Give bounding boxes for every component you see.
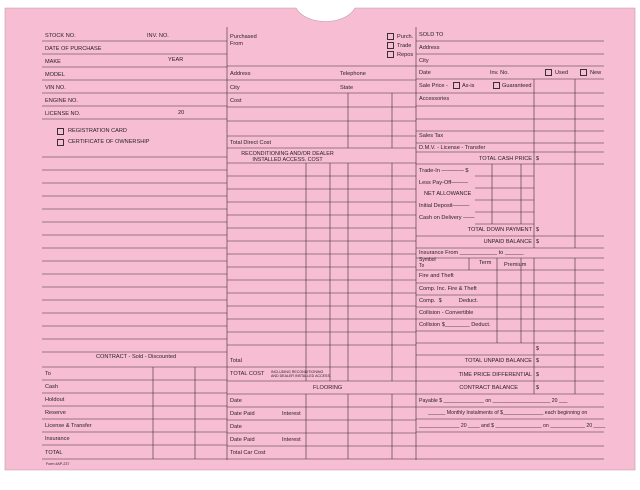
initial-deposit-label: Initial Deposit——— — [419, 203, 470, 209]
sale-inv-no-label: Inv. No. — [490, 70, 509, 76]
form-number: Form #AP-237 — [46, 462, 70, 466]
insurance-from-label: Insurance From ____________ to ______ — [419, 250, 524, 256]
dmv-label: D.M.V. - License - Transfer — [419, 145, 486, 151]
cost-label: Cost — [230, 98, 242, 104]
total-cost-label: TOTAL COST — [230, 371, 265, 377]
less-payoff-label: Less Pay-Off——— — [419, 180, 469, 186]
comp-deduct-label: Comp. $ Deduct. — [419, 298, 479, 304]
premium-header: Premium — [504, 262, 527, 268]
fire-theft-label: Fire and Theft — [419, 273, 454, 279]
stock-no-label: STOCK NO. — [45, 33, 76, 39]
purch-checkbox[interactable] — [387, 33, 394, 40]
flooring-heading: FLOORING — [313, 385, 343, 391]
flooring-row-interest: Interest — [282, 411, 301, 417]
license-no-label: LICENSE NO. — [45, 111, 81, 117]
flooring-row-interest-2: Interest — [282, 437, 301, 443]
collision-convertible-label: Collision - Convertible — [419, 310, 474, 316]
purchased-from-label: Purchased From — [230, 34, 257, 47]
year-label: YEAR — [168, 57, 184, 63]
registration-card-label: REGISTRATION CARD — [68, 128, 127, 134]
monthly-installments-line: ______ Monthly Instalments of $______________ each beginning on — [428, 410, 588, 416]
certificate-checkbox[interactable] — [57, 139, 64, 146]
total-cost-note: INCLUDING RECONDITIONING AND DEALER INSTALLED ACCESS. — [271, 370, 331, 378]
guaranteed-checkbox[interactable] — [493, 82, 500, 89]
new-checkbox[interactable] — [580, 69, 587, 76]
contract-balance-label: CONTRACT BALANCE — [459, 385, 518, 391]
total-label: Total — [230, 358, 242, 364]
repos-checkbox[interactable] — [387, 51, 394, 58]
seller-city-label: City — [230, 85, 240, 91]
certificate-label: CERTIFICATE OF OWNERSHIP — [68, 139, 150, 145]
as-is-checkbox[interactable] — [453, 82, 460, 89]
used-label: Used — [555, 70, 569, 76]
term-header: Term — [479, 260, 492, 266]
trade-label: Trade — [397, 43, 412, 49]
contract-row-insurance: Insurance — [45, 436, 70, 442]
flooring-row-date-2: Date — [230, 424, 242, 430]
total-unpaid-dollar: $ — [536, 358, 540, 364]
repos-label: Repos — [397, 52, 414, 58]
registration-card-checkbox[interactable] — [57, 128, 64, 135]
telephone-label: Telephone — [340, 71, 366, 77]
payable-line: Payable $ ______________ on ____________________ 20 ___ — [419, 398, 568, 404]
contract-row-cash: Cash — [45, 384, 59, 390]
guaranteed-label: Guaranteed — [502, 83, 532, 89]
license-year-prefix: 20 — [178, 110, 185, 116]
contract-row-to: To — [45, 371, 51, 377]
purch-label: Purch. — [397, 34, 414, 40]
model-label: MODEL — [45, 72, 65, 78]
state-label: State — [340, 85, 354, 91]
used-checkbox[interactable] — [545, 69, 552, 76]
symbol-to-header: Symbol To — [419, 257, 436, 269]
cash-on-delivery-label: Cash on Delivery —— — [419, 215, 475, 221]
engine-no-label: ENGINE NO. — [45, 98, 78, 104]
total-cash-price-label: TOTAL CASH PRICE — [478, 156, 532, 162]
trade-in-label: Trade-In ———— $ — [419, 168, 469, 174]
flooring-row-date-paid: Date Paid — [230, 411, 255, 417]
sale-date-label: Date — [419, 70, 431, 76]
comp-inc-label: Comp. Inc. Fire & Theft — [419, 286, 477, 292]
sold-to-label: SOLD TO — [419, 32, 444, 38]
sales-tax-label: Sales Tax — [419, 133, 444, 139]
contract-row-holdout: Holdout — [45, 397, 65, 403]
contract-row-reserve: Reserve — [45, 410, 66, 416]
unpaid-balance-label: UNPAID BALANCE — [483, 239, 532, 245]
down-payment-dollar: $ — [536, 227, 540, 233]
contract-row-total: TOTAL — [45, 450, 63, 456]
total-direct-cost-label: Total Direct Cost — [230, 140, 272, 146]
vin-no-label: VIN NO. — [45, 85, 66, 91]
flooring-row-date: Date — [230, 398, 242, 404]
contract-row-license: License & Transfer — [45, 423, 92, 429]
buyer-address-label: Address — [419, 45, 440, 51]
seller-address-label: Address — [230, 71, 251, 77]
contract-heading: CONTRACT - Sold - Discounted — [96, 354, 177, 360]
flooring-row-date-paid-2: Date Paid — [230, 437, 255, 443]
inv-no-label: INV. NO. — [147, 33, 169, 39]
net-allowance-label: NET ALLOWANCE — [424, 191, 472, 197]
total-car-cost-label: Total Car Cost — [230, 450, 266, 456]
final-payment-line: ______________ 20 ____ and $ ________________ on ____________ 20 ____ — [419, 423, 606, 429]
unpaid-balance-dollar: $ — [536, 239, 540, 245]
total-unpaid-balance-label: TOTAL UNPAID BALANCE — [464, 358, 532, 364]
sale-price-label: Sale Price - — [419, 83, 448, 89]
insurance-total-dollar: $ — [536, 346, 540, 352]
total-down-payment-label: TOTAL DOWN PAYMENT — [467, 227, 532, 233]
make-label: MAKE — [45, 59, 61, 65]
total-cash-price-dollar: $ — [536, 156, 540, 162]
time-price-differential-label: TIME PRICE DIFFERENTIAL — [458, 372, 532, 378]
reconditioning-heading: RECONDITIONING AND/OR DEALER INSTALLED ACCESS. COST — [241, 151, 334, 163]
date-of-purchase-label: DATE OF PURCHASE — [45, 46, 102, 52]
accessories-label: Accessories — [419, 96, 450, 102]
time-price-dollar: $ — [536, 372, 540, 378]
new-label: New — [590, 70, 602, 76]
as-is-label: As-is — [462, 83, 475, 89]
collision-deduct-label: Collision $________ Deduct. — [419, 322, 491, 328]
buyer-city-label: City — [419, 58, 429, 64]
trade-checkbox[interactable] — [387, 42, 394, 49]
contract-balance-dollar: $ — [536, 385, 540, 391]
